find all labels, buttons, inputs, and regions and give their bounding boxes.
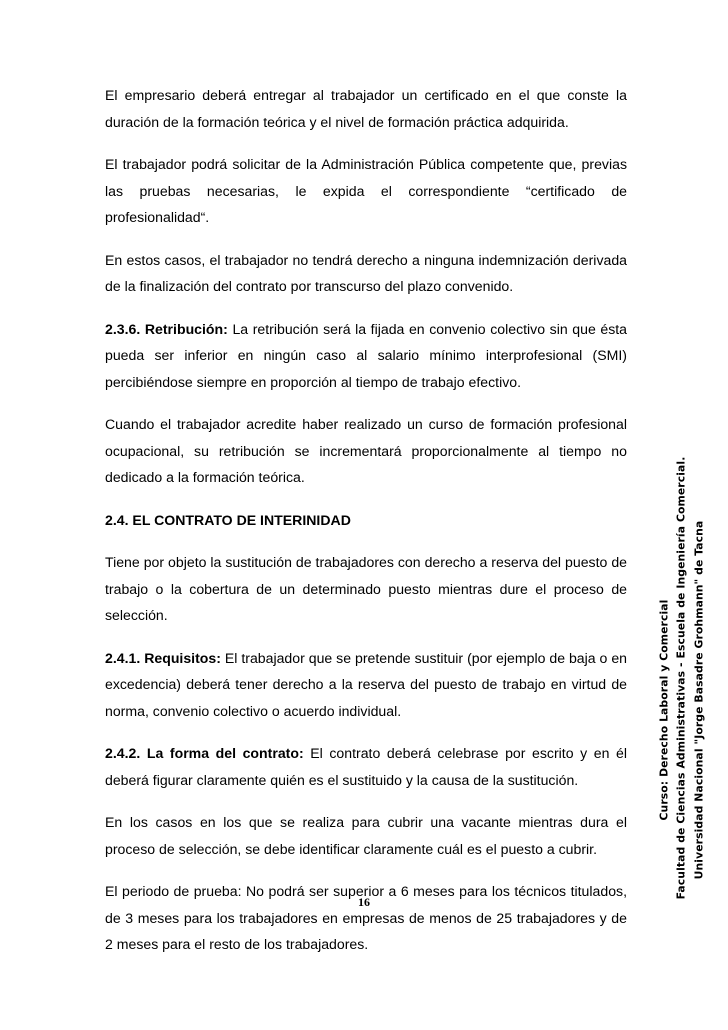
sidebar-faculty: Facultad de Ciencias Administrativas - Escuela de Ingeniería Comercial. (674, 456, 688, 900)
paragraph-trial-period: El periodo de prueba: No podrá ser superior a 6 meses para los técnicos titulados, de 3 meses para los trabajadores en empresas de menos de 25 trabajadores y de 2 meses para el resto de los trabajadores. (105, 883, 627, 952)
paragraph-indemnization: En estos casos, el trabajador no tendrá derecho a ninguna indemnización derivada de la finalización del contrato por transcurso del plazo convenido. (105, 251, 627, 294)
paragraph-objective: Tiene por objeto la sustitución de trabajadores con derecho a reserva del puesto de trabajo o la cobertura de un determinado puesto mientras dure el proceso de selección. (105, 554, 627, 623)
paragraph-retribution (105, 316, 627, 396)
section-label-requirements: 2.4.1. Requisitos: (105, 649, 221, 666)
paragraph-certificate: El empresario deberá entregar al trabajador un certificado en el que conste la duración de la formación teórica y el nivel de formación práctica adquirida. (105, 87, 627, 130)
paragraph-vacancy: En los casos en los que se realiza para cubrir una vacante mientras dura el proceso de selección, se debe identificar claramente cuál es el puesto a cubrir. (105, 814, 627, 857)
section-label-retribution: 2.3.6. Retribución: (105, 320, 228, 337)
paragraph-contract-form-text: El contrato deberá celebrase por escrito y en él deberá figurar claramente quién es el sustituido y la causa de la sustitución. (105, 745, 628, 788)
paragraph-professional-certificate: El trabajador podrá solicitar de la Administración Pública competente que, previas las pruebas necesarias, le expida el correspondiente “certificado de profesionalidad“. (105, 156, 627, 225)
page-body (105, 82, 627, 974)
section-heading-interinidad: 2.4. EL CONTRATO DE INTERINIDAD (105, 511, 351, 528)
paragraph-occupational-course: Cuando el trabajador acredite haber realizado un curso de formación profesional ocupacional, su retribución se incrementará proporcionalmente al tiempo no dedicado a la formación teórica. (105, 416, 627, 485)
section-label-contract-form: 2.4.2. La forma del contrato: (105, 745, 304, 761)
paragraph-requirements-text: El trabajador que se pretende sustituir (por ejemplo de baja o en excedencia) deberá tener derecho a la reserva del puesto de trabajo en virtud de norma, convenio colectivo o acuerdo individual. (105, 649, 627, 719)
page-number: 16 (358, 895, 370, 909)
paragraph-contract-form (105, 740, 627, 793)
paragraph-retribution-text: La retribución será la fijada en convenio colectivo sin que ésta pueda ser inferior en ningún caso al salario mínimo interprofesional (SMI) percibiéndose siempre en proporción al tiempo de trabajo efectivo. (105, 320, 628, 390)
sidebar-course: Curso: Derecho Laboral y Comercial (657, 599, 671, 821)
sidebar-university: Universidad Nacional "Jorge Basadre Grohmann" de Tacna (692, 520, 706, 880)
paragraph-requirements (105, 645, 627, 725)
